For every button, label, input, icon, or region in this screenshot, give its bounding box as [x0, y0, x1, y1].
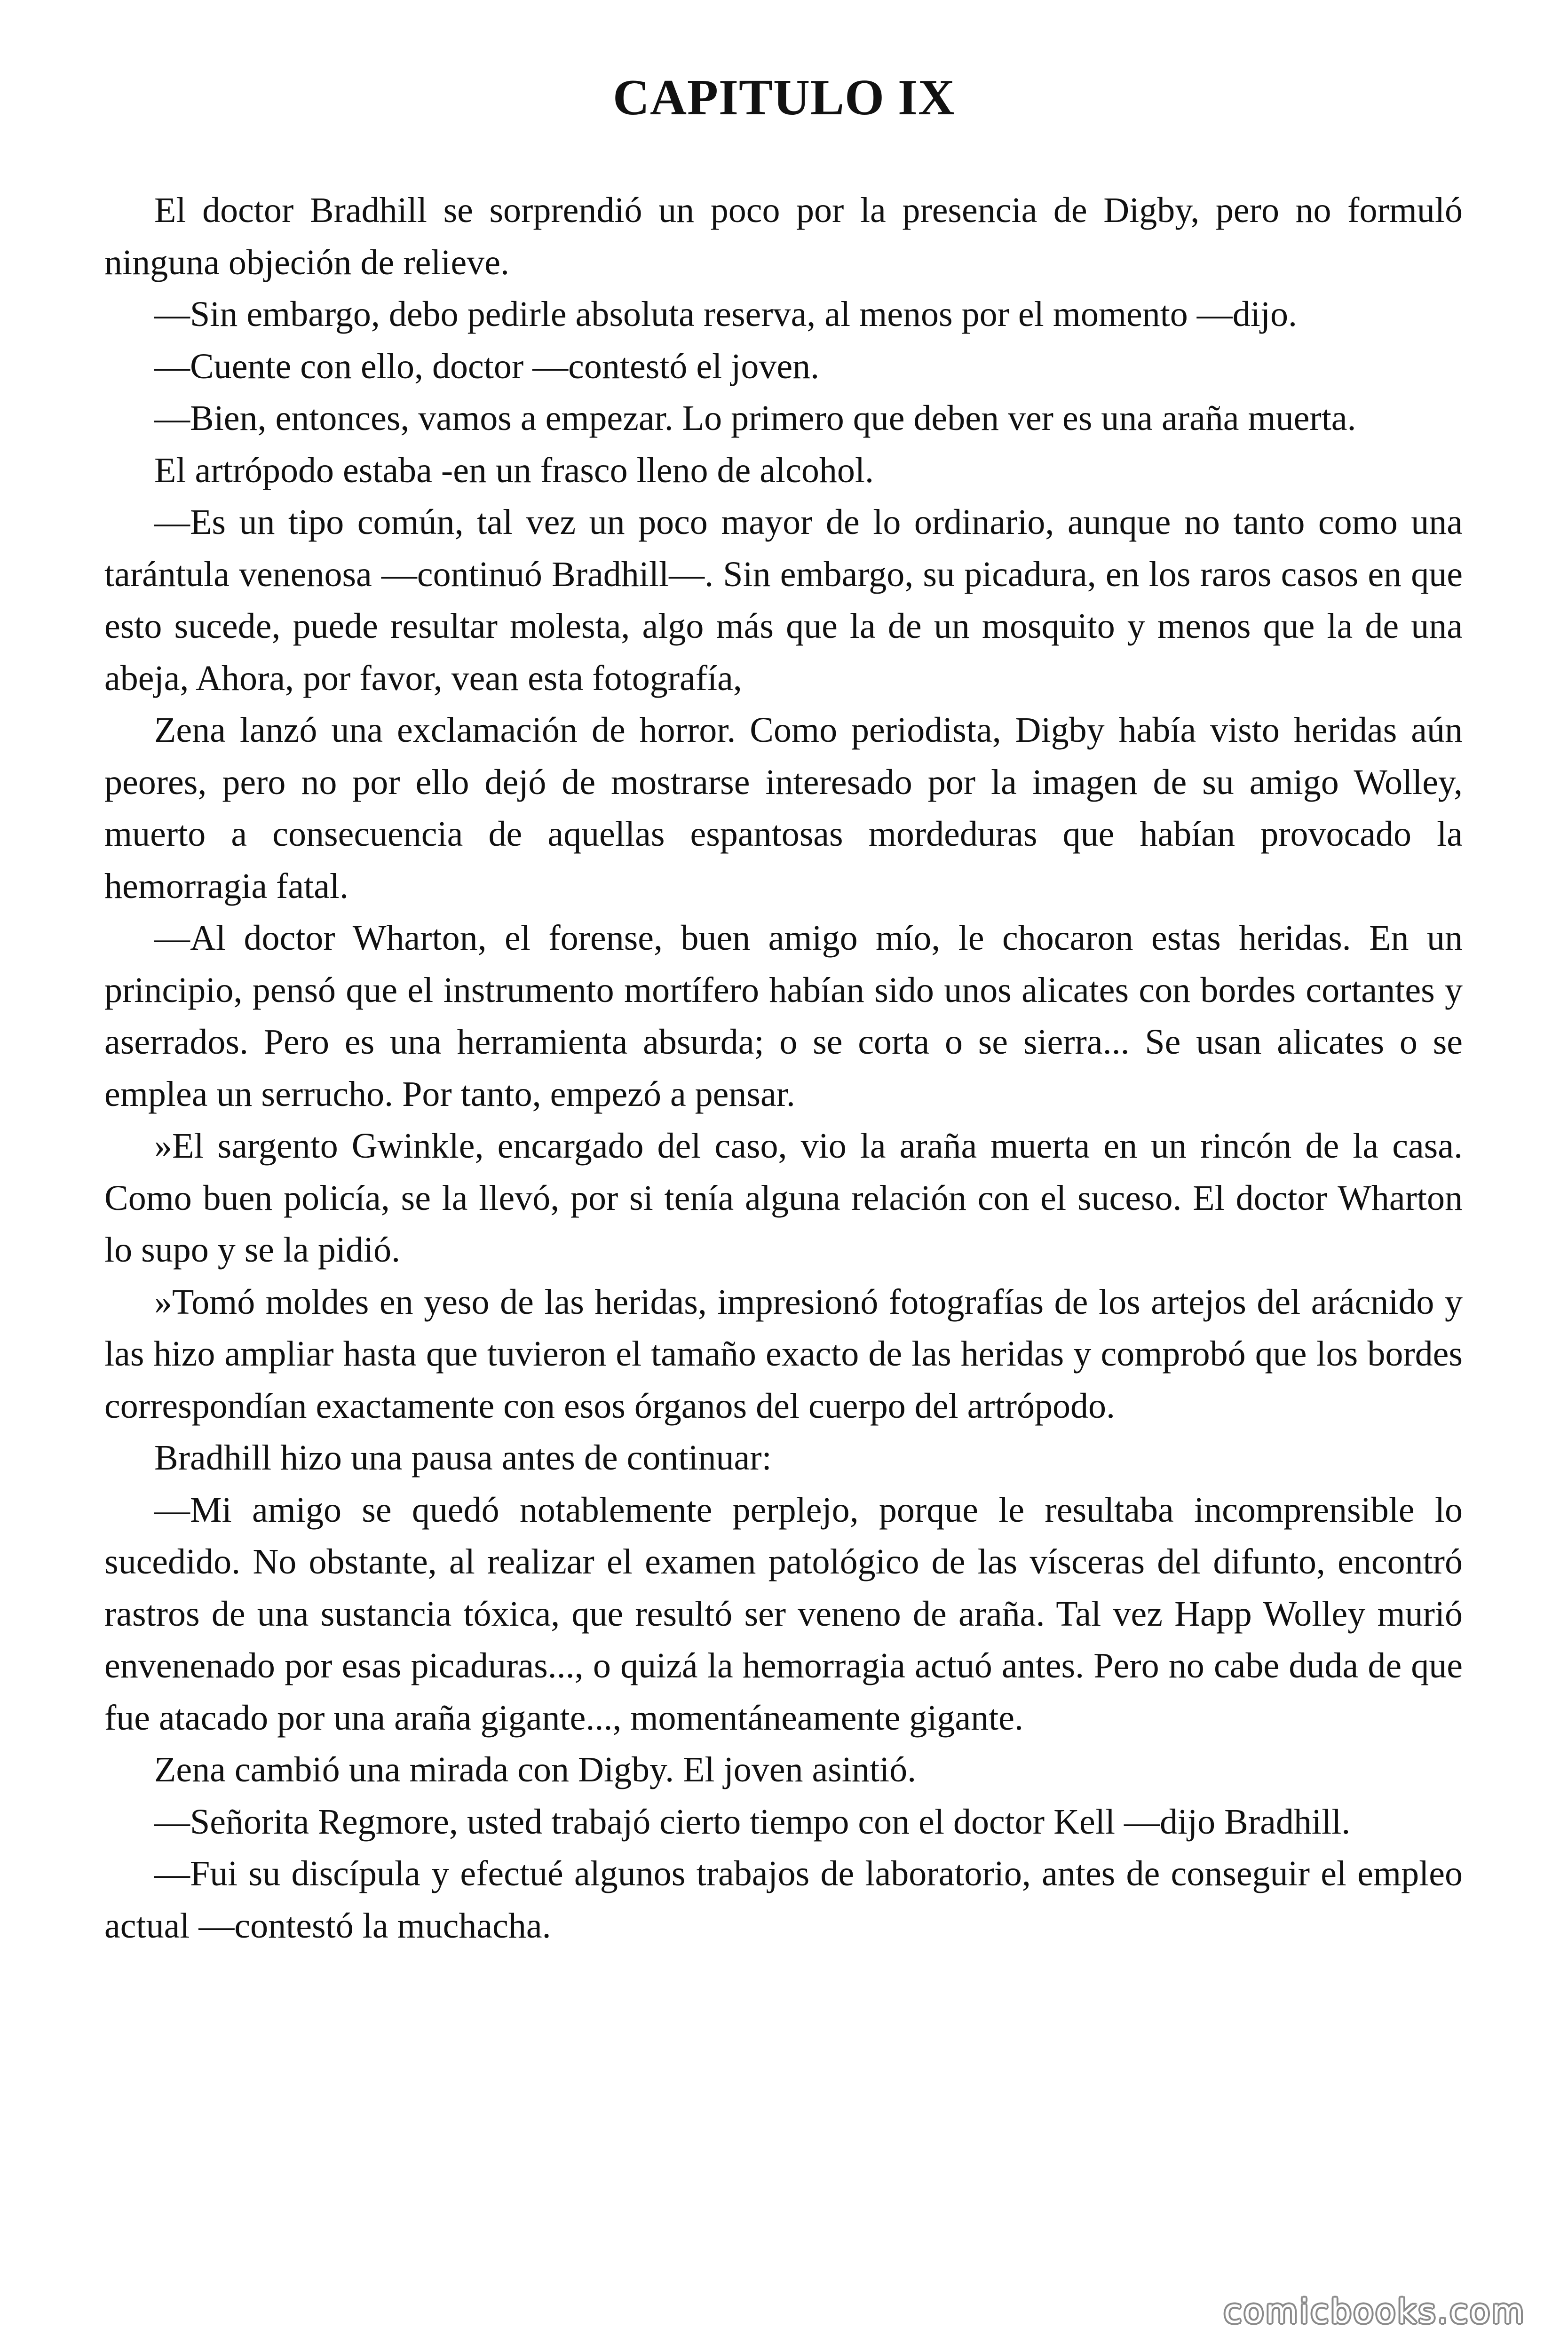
paragraph: Zena cambió una mirada con Digby. El joven asintió.	[154, 1750, 917, 1789]
paragraph: —Mi amigo se quedó notablemente perplejo, porque le resultaba incomprensible lo sucedido. No obstante, al realizar el examen patológico de las vísceras del difunto, encontró rastros de una sustancia tóxica, que resultó ser veneno de araña. Tal vez Happ Wolley murió envenenado por esas picaduras..., o quizá la hemorragia actuó antes. Pero no cabe duda de que fue atacado por una araña gigante..., momentáneamente gigante.	[104, 1490, 1463, 1738]
paragraph: —Fui su discípula y efectué algunos trabajos de laboratorio, antes de conseguir el empleo actual —contestó la muchacha.	[104, 1854, 1463, 1946]
paragraph: —Es un tipo común, tal vez un poco mayor de lo ordinario, aunque no tanto como una tarántula venenosa —continuó Bradhill—. Sin embargo, su picadura, en los raros casos en que esto sucede, puede resultar molesta, algo más que la de un mosquito y menos que la de una abeja, Ahora, por favor, vean esta fotografía,	[104, 502, 1463, 698]
paragraph: »El sargento Gwinkle, encargado del caso, vio la araña muerta en un rincón de la casa. Como buen policía, se la llevó, por si tenía alguna relación con el suceso. El doctor Wharton lo supo y se la pidió.	[104, 1126, 1463, 1270]
paragraph: »Tomó moldes en yeso de las heridas, impresionó fotografías de los artejos del arácnido y las hizo ampliar hasta que tuvieron el tamaño exacto de las heridas y comprobó que los bordes correspondían exactamente con esos órganos del cuerpo del artrópodo.	[104, 1282, 1463, 1426]
paragraph: —Bien, entonces, vamos a empezar. Lo primero que deben ver es una araña muerta.	[154, 398, 1356, 438]
paragraph: —Cuente con ello, doctor —contestó el joven.	[154, 346, 820, 386]
paragraph: —Al doctor Wharton, el forense, buen amigo mío, le chocaron estas heridas. En un principio, pensó que el instrumento mortífero habían sido unos alicates con bordes cortantes y aserrados. Pero es una herramienta absurda; o se corta o se sierra... Se usan alicates o se emplea un serrucho. Por tanto, empezó a pensar.	[104, 918, 1463, 1114]
chapter-title: CAPITULO IX	[612, 70, 956, 126]
paragraph: —Señorita Regmore, usted trabajó cierto tiempo con el doctor Kell —dijo Bradhill.	[154, 1802, 1351, 1842]
paragraph: —Sin embargo, debo pedirle absoluta reserva, al menos por el momento —dijo.	[154, 294, 1298, 334]
paragraph: El doctor Bradhill se sorprendió un poco por la presencia de Digby, pero no formuló ninguna objeción de relieve.	[104, 191, 1463, 282]
watermark: comicbooks.com	[1223, 2292, 1526, 2331]
paragraph: Zena lanzó una exclamación de horror. Como periodista, Digby había visto heridas aún peores, pero no por ello dejó de mostrarse interesado por la imagen de su amigo Wolley, muerto a consecuencia de aquellas espantosas mordeduras que habían provocado la hemorragia fatal.	[104, 710, 1463, 906]
paragraph: El artrópodo estaba -en un frasco lleno de alcohol.	[154, 450, 874, 490]
paragraph: Bradhill hizo una pausa antes de continuar:	[154, 1438, 772, 1478]
chapter-body	[104, 184, 1463, 1952]
